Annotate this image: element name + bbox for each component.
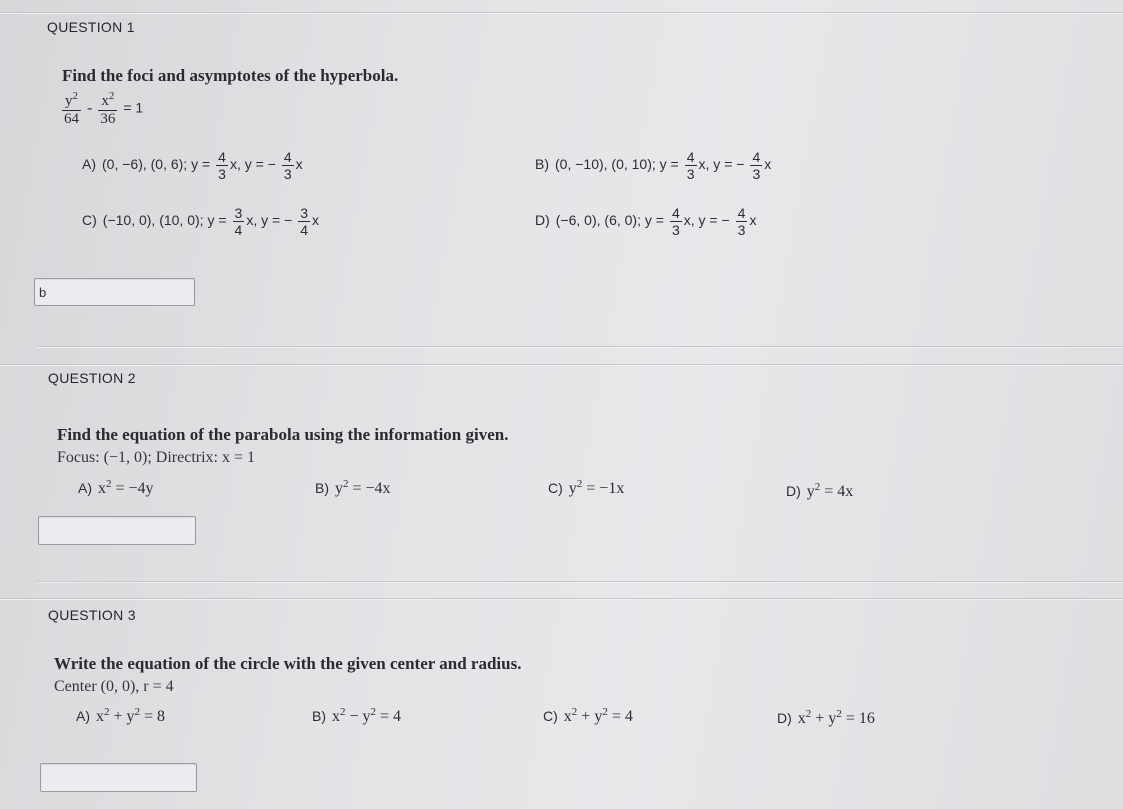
question-1-option-c: C) (−10, 0), (10, 0); y = $\frac{3}{4}$ x, y = − $\frac{3}{4}$ x (82, 205, 320, 238)
question-1-option-d: D) (−6, 0), (6, 0); y = $\frac{4}{3}$ x, y = − $\frac{4}{3}$ x (535, 205, 757, 238)
question-2-prompt: Find the equation of the parabola using the information given. (57, 425, 509, 444)
question-1-divider-lower (0, 364, 1123, 366)
y-term-fraction: $\frac{y^2}{64}$ (64, 90, 79, 127)
question-3-option-a: A) $x^2 + y^2 = 8$ (76, 706, 166, 725)
question-2-option-c: C) $y^2 = -1x$ (548, 478, 625, 497)
question-1-option-b: B) (0, −10), (0, 10); y = $\frac{4}{3}$ x, y = − $\frac{4}{3}$ x (535, 149, 772, 182)
question-2-label: QUESTION 2 (48, 370, 136, 386)
question-3-option-b: B) $x^2 - y^2 = 4$ (312, 706, 402, 725)
question-2-option-a: A) $x^2 = -4y$ (78, 478, 154, 497)
x-term-fraction: $\frac{x^2}{36}$ (100, 90, 116, 127)
question-3-option-d: D) $x^2 + y^2 = 16$ (777, 708, 875, 727)
question-1-prompt: Find the foci and asymptotes of the hyperbola. (62, 66, 399, 85)
question-2-divider-lower (0, 598, 1123, 600)
question-2-answer-input[interactable] (38, 516, 196, 545)
question-3-given: Center (0, 0), r = 4 (54, 678, 174, 695)
question-2-option-d: D) $y^2 = 4x$ (786, 481, 854, 500)
question-3-answer-input[interactable] (40, 763, 197, 792)
top-divider (0, 12, 1123, 14)
question-1-divider (35, 346, 1123, 348)
question-3-prompt: Write the equation of the circle with the given center and radius. (54, 654, 522, 673)
question-2-option-b: B) $y^2 = -4x$ (315, 478, 391, 497)
question-3-option-c: C) $x^2 + y^2 = 4$ (543, 706, 633, 725)
question-2-divider (37, 581, 1123, 583)
question-1-option-a: A) (0, −6), (0, 6); y = $\frac{4}{3}$ x, y = − $\frac{4}{3}$ x (82, 149, 303, 182)
hyperbola-equation: $\frac{y^2}{64}$ - $\frac{x^2}{36}$ = 1 (64, 90, 144, 127)
question-1-label: QUESTION 1 (47, 19, 135, 35)
question-1-answer-input[interactable] (34, 278, 195, 306)
question-2-given: Focus: (−1, 0); Directrix: x = 1 (57, 449, 256, 466)
question-3-label: QUESTION 3 (48, 607, 136, 623)
